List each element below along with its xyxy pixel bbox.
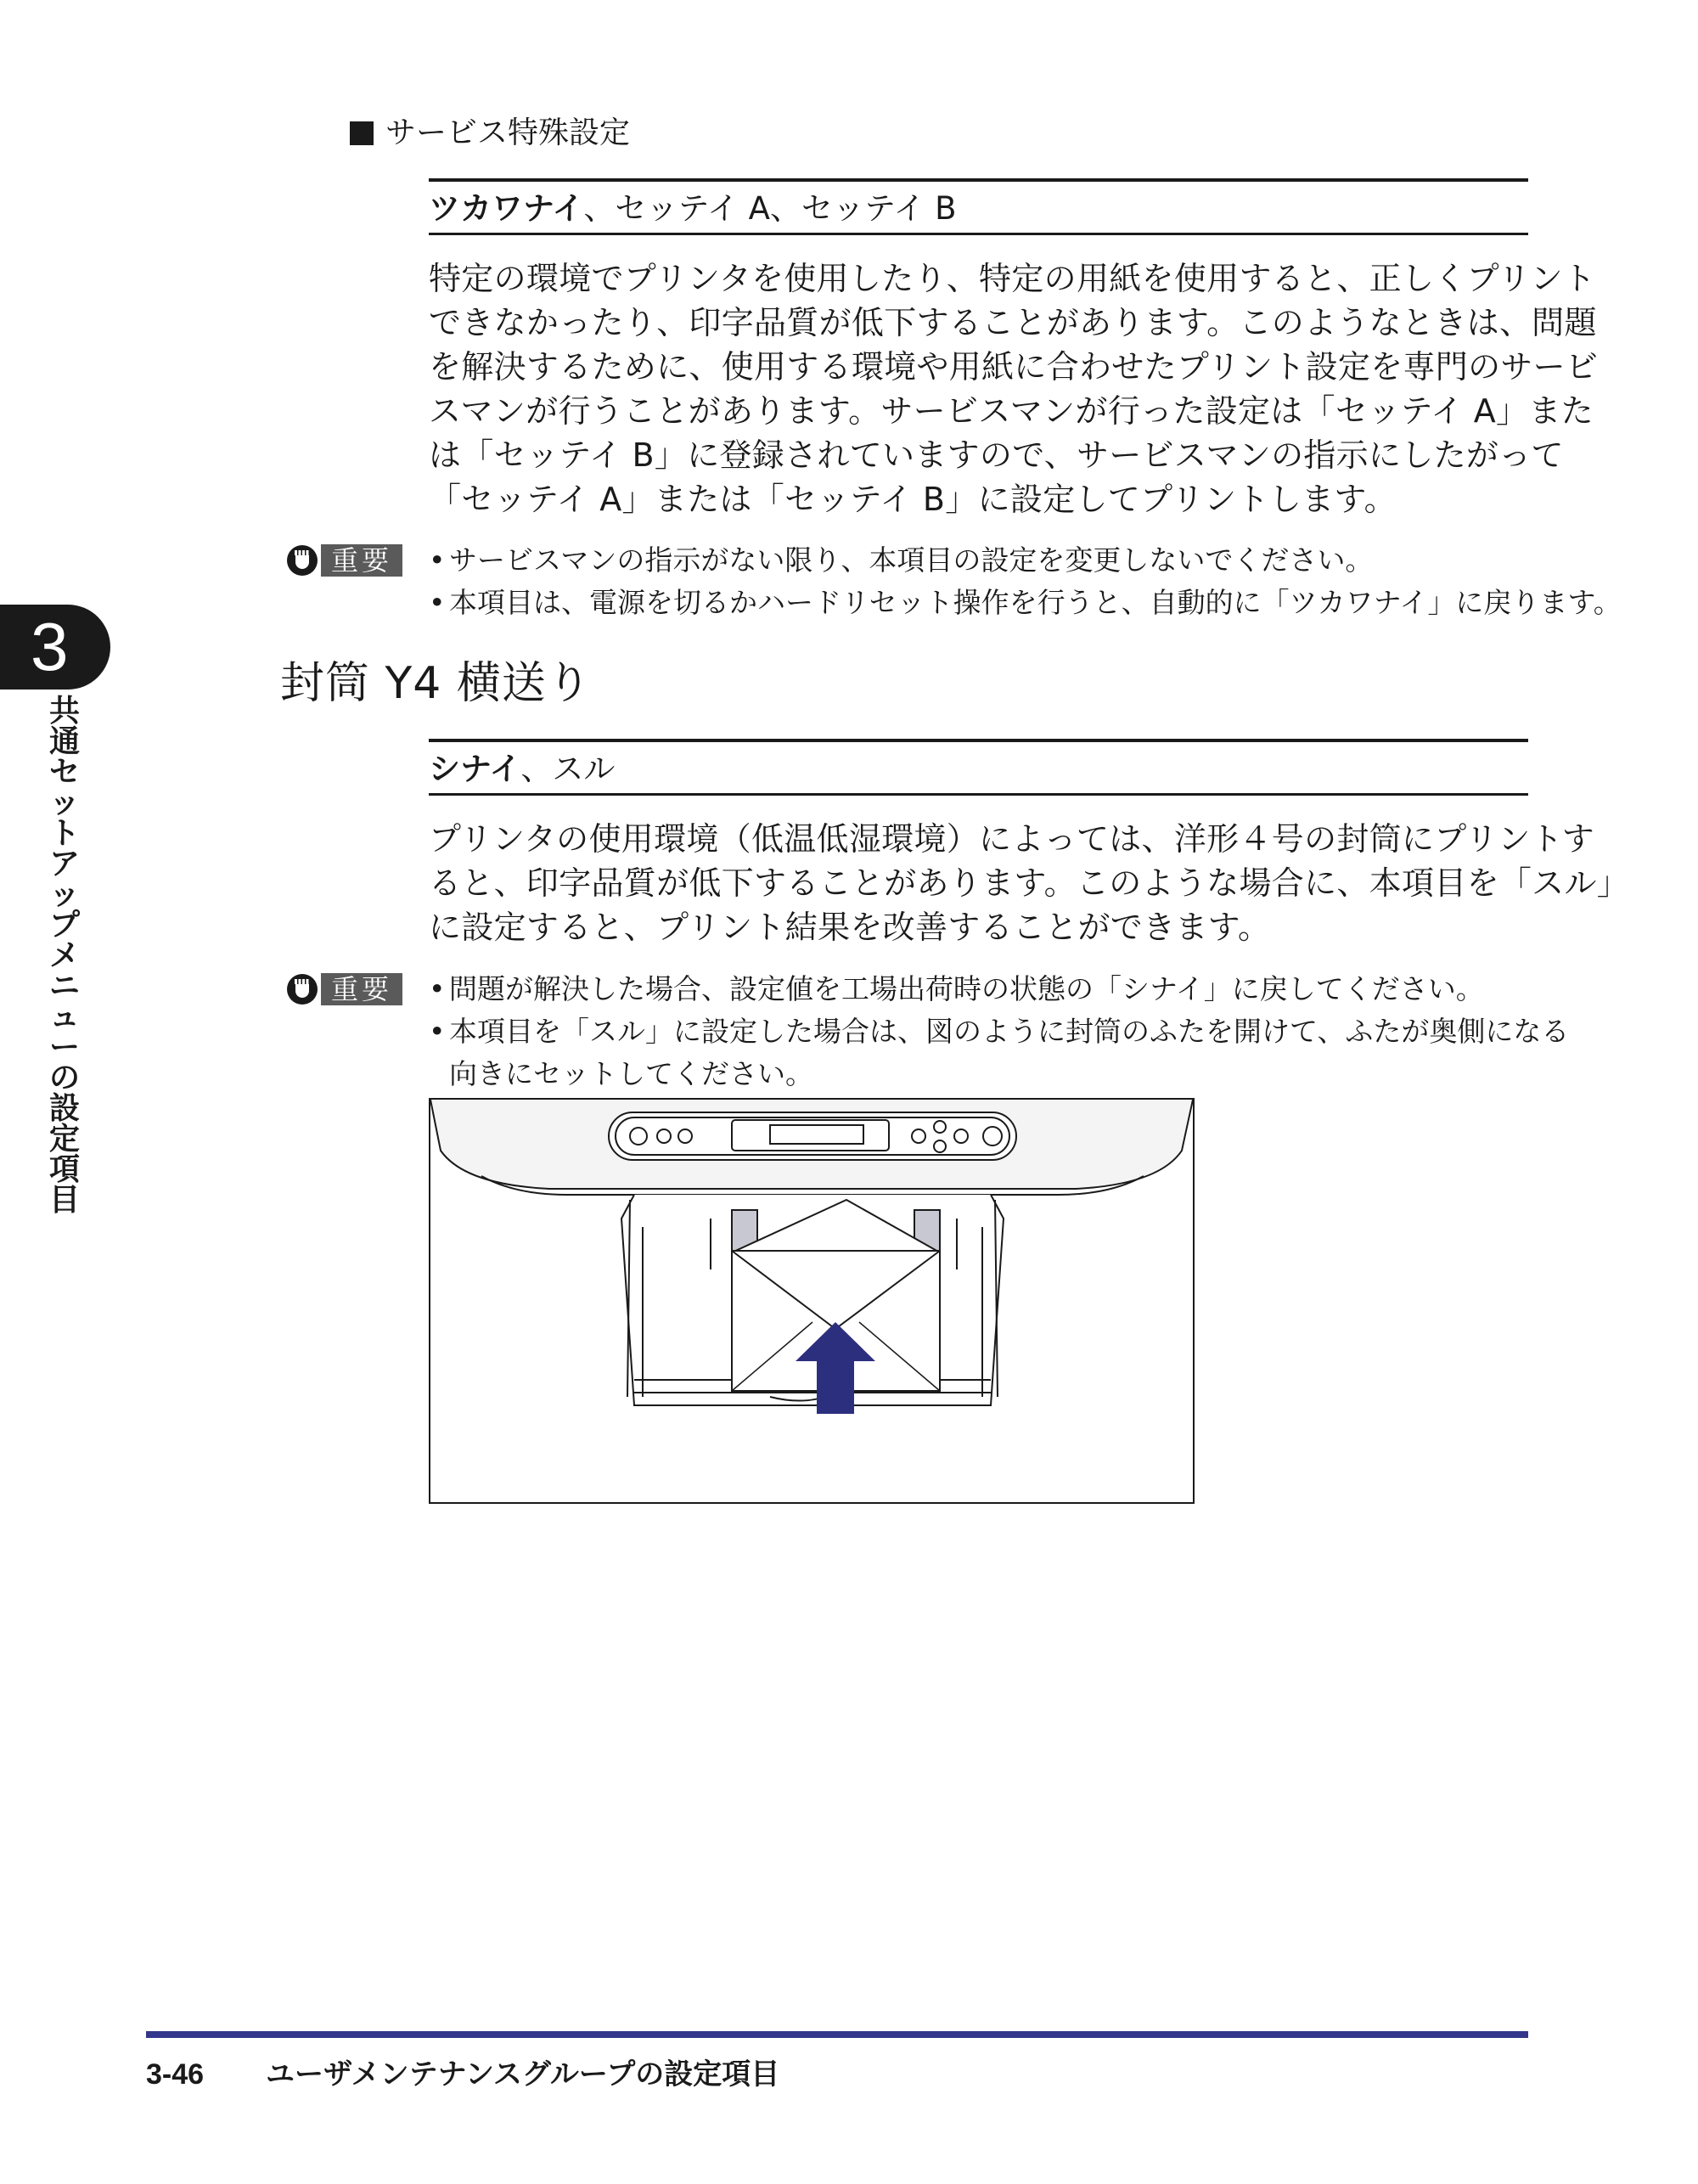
chapter-title-char: 設 — [48, 1091, 80, 1126]
important-label: 重要 — [321, 973, 402, 1005]
chapter-title-char: プ — [48, 908, 80, 943]
body-line: プリンタの使用環境（低温低湿環境）によっては、洋形４号の封筒にプリントす — [429, 820, 1595, 858]
body-line: を解決するために、使用する環境や用紙に合わせたプリント設定を専門のサービ — [429, 348, 1599, 386]
options-rule-bottom — [429, 233, 1528, 235]
section-options — [429, 187, 956, 231]
body-line: できなかったり、印字品質が低下することがあります。このようなときは、問題 — [429, 304, 1597, 341]
important-item: • 本項目は、電源を切るかハードリセット操作を行うと、自動的に「ツカワナイ」に戻ります。 — [429, 582, 1622, 624]
chapter-title-char: セ — [48, 755, 80, 790]
important-badge — [287, 543, 402, 577]
chapter-title-char: ト — [48, 816, 80, 851]
body-line: に設定すると、プリント結果を改善することができます。 — [429, 909, 1271, 946]
body-line: スマンが行うことがあります。サービスマンが行った設定は「セッテイ A」また — [429, 392, 1594, 430]
printer-illustration — [430, 1100, 1193, 1502]
chapter-title-char: ニ — [48, 969, 80, 1004]
options-rule-bottom — [429, 793, 1528, 796]
chapter-title-char: メ — [48, 938, 80, 973]
other-options: 、セッテイ A、セッテイ B — [583, 190, 957, 227]
important-list — [429, 968, 1569, 1095]
section-header — [350, 112, 630, 155]
chapter-title-char: 通 — [48, 724, 80, 759]
chapter-title-vertical — [46, 696, 83, 1216]
chapter-title-char: ッ — [48, 877, 80, 912]
page-number: 3-46 — [146, 2058, 205, 2091]
item-body — [429, 817, 1630, 949]
chapter-title-char: 定 — [48, 1122, 80, 1157]
item-options — [429, 747, 615, 791]
important-item: • 問題が解決した場合、設定値を工場出荷時の状態の「シナイ」に戻してください。 — [429, 968, 1569, 1010]
chapter-number: 3 — [31, 609, 69, 684]
section-body — [429, 256, 1599, 521]
chapter-title-char: 目 — [48, 1183, 80, 1218]
square-bullet-icon — [350, 121, 374, 145]
chapter-title-char: 共 — [48, 694, 80, 729]
body-line: は「セッテイ B」に登録されていますので、サービスマンの指示にしたがって — [429, 436, 1564, 474]
important-list — [429, 539, 1622, 624]
body-line: 特定の環境でプリンタを使用したり、特定の用紙を使用すると、正しくプリント — [429, 260, 1596, 297]
envelope-loading-figure — [429, 1098, 1195, 1504]
important-item: • 本項目を「スル」に設定した場合は、図のように封筒のふたを開けて、ふたが奥側になる — [429, 1010, 1569, 1053]
important-label: 重要 — [321, 544, 402, 577]
footer-title: ユーザメンテナンスグループの設定項目 — [266, 2057, 780, 2091]
chapter-tab — [0, 605, 110, 690]
default-option: ツカワナイ — [429, 190, 584, 227]
body-line: ると、印字品質が低下することがあります。このような場合に、本項目を「スル」 — [429, 864, 1630, 902]
default-option: シナイ — [429, 751, 521, 787]
chapter-title-char: 項 — [48, 1152, 80, 1187]
section-title: サービス特殊設定 — [385, 115, 631, 150]
chapter-title-char: の — [48, 1061, 80, 1095]
chapter-title-char: ア — [48, 847, 80, 881]
important-badge — [287, 972, 402, 1006]
hand-stop-icon — [287, 545, 318, 576]
hand-stop-icon — [287, 974, 318, 1005]
important-item-continued: 向きにセットしてください。 — [449, 1057, 813, 1090]
other-options: 、スル — [520, 751, 616, 787]
item-heading: 封筒 Y4 横送り — [280, 658, 592, 709]
chapter-title-char: ッ — [48, 785, 80, 820]
chapter-title-char: ュ — [48, 999, 80, 1034]
chapter-title-char: ー — [48, 1030, 80, 1065]
important-item: • サービスマンの指示がない限り、本項目の設定を変更しないでください。 — [429, 539, 1622, 582]
options-rule-top — [429, 739, 1528, 742]
options-rule-top — [429, 178, 1528, 182]
footer-rule — [146, 2031, 1528, 2038]
body-line: 「セッテイ A」または「セッテイ B」に設定してプリントします。 — [429, 481, 1397, 518]
